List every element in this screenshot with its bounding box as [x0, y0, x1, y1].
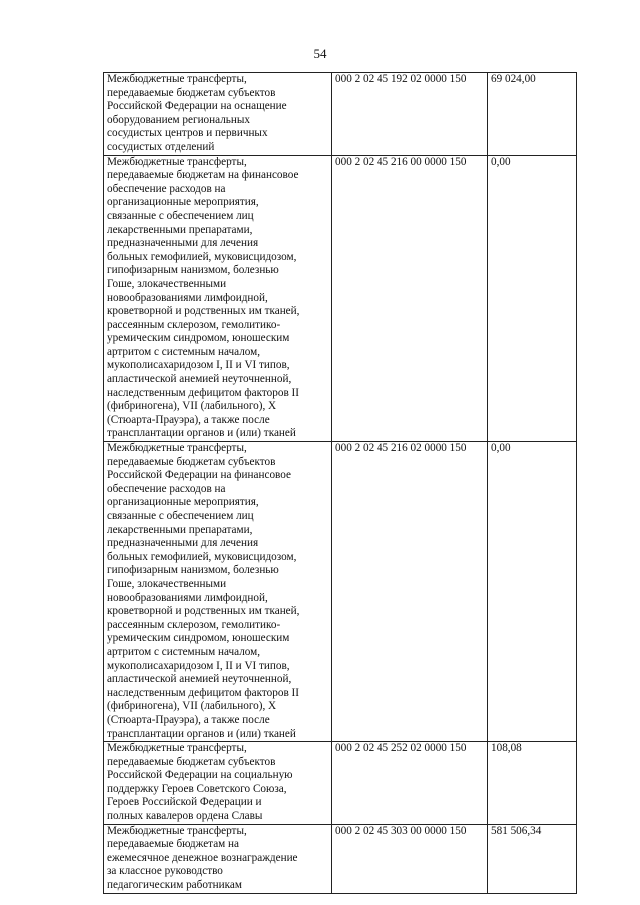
table-row — [104, 742, 577, 825]
row-budget-code: 000 2 02 45 216 00 0000 150 — [332, 155, 488, 441]
row-budget-code: 000 2 02 45 216 02 0000 150 — [332, 442, 488, 742]
row-description: Межбюджетные трансферты, передаваемые бюджетам субъектов Российской Федерации на социальную поддержку Героев Советского Союза, Героев Российской Федерации и полных кавалеров ордена Славы — [104, 742, 332, 825]
row-budget-code: 000 2 02 45 252 02 0000 150 — [332, 742, 488, 825]
budget-table — [103, 72, 577, 894]
row-budget-code: 000 2 02 45 303 00 0000 150 — [332, 824, 488, 893]
row-description: Межбюджетные трансферты, передаваемые бюджетам субъектов Российской Федерации на финансовое обеспечение расходов на организационные мероприятия, связанные с обеспечением лиц лекарственными препаратами, предназначенными для лечения больных гемофилией, муковисцидозом, гипофизарным нанизмом, болезнью Гоше, злокачественными новообразованиями лимфоидной, кроветворной и родственных им тканей, рассеянным склерозом, гемолитико- уремическим синдромом, юношеским артритом с системным началом, мукополисахаридозом I, II и VI типов, апластической анемией неуточненной, наследственным дефицитом факторов II (фибриногена), VII (лабильного), X (Стюарта-Прауэра), а также после трансплантации органов и (или) тканей — [104, 442, 332, 742]
table-row — [104, 442, 577, 742]
row-amount: 108,08 — [488, 742, 577, 825]
row-amount: 69 024,00 — [488, 73, 577, 156]
row-amount: 581 506,34 — [488, 824, 577, 893]
row-description: Межбюджетные трансферты, передаваемые бюджетам на ежемесячное денежное вознаграждение за классное руководство педагогическим работникам — [104, 824, 332, 893]
table-row — [104, 73, 577, 156]
page-number: 54 — [313, 46, 327, 61]
row-budget-code: 000 2 02 45 192 02 0000 150 — [332, 73, 488, 156]
row-amount: 0,00 — [488, 155, 577, 441]
row-description: Межбюджетные трансферты, передаваемые бюджетам субъектов Российской Федерации на оснащение оборудованием региональных сосудистых центров и первичных сосудистых отделений — [104, 73, 332, 156]
table-row — [104, 155, 577, 441]
row-amount: 0,00 — [488, 442, 577, 742]
row-description: Межбюджетные трансферты, передаваемые бюджетам на финансовое обеспечение расходов на организационные мероприятия, связанные с обеспечением лиц лекарственными препаратами, предназначенными для лечения больных гемофилией, муковисцидозом, гипофизарным нанизмом, болезнью Гоше, злокачественными новообразованиями лимфоидной, кроветворной и родственных им тканей, рассеянным склерозом, гемолитико- уремическим синдромом, юношеским артритом с системным началом, мукополисахаридозом I, II и VI типов, апластической анемией неуточненной, наследственным дефицитом факторов II (фибриногена), VII (лабильного), X (Стюарта-Прауэра), а также после трансплантации органов и (или) тканей — [104, 155, 332, 441]
table-row — [104, 824, 577, 893]
